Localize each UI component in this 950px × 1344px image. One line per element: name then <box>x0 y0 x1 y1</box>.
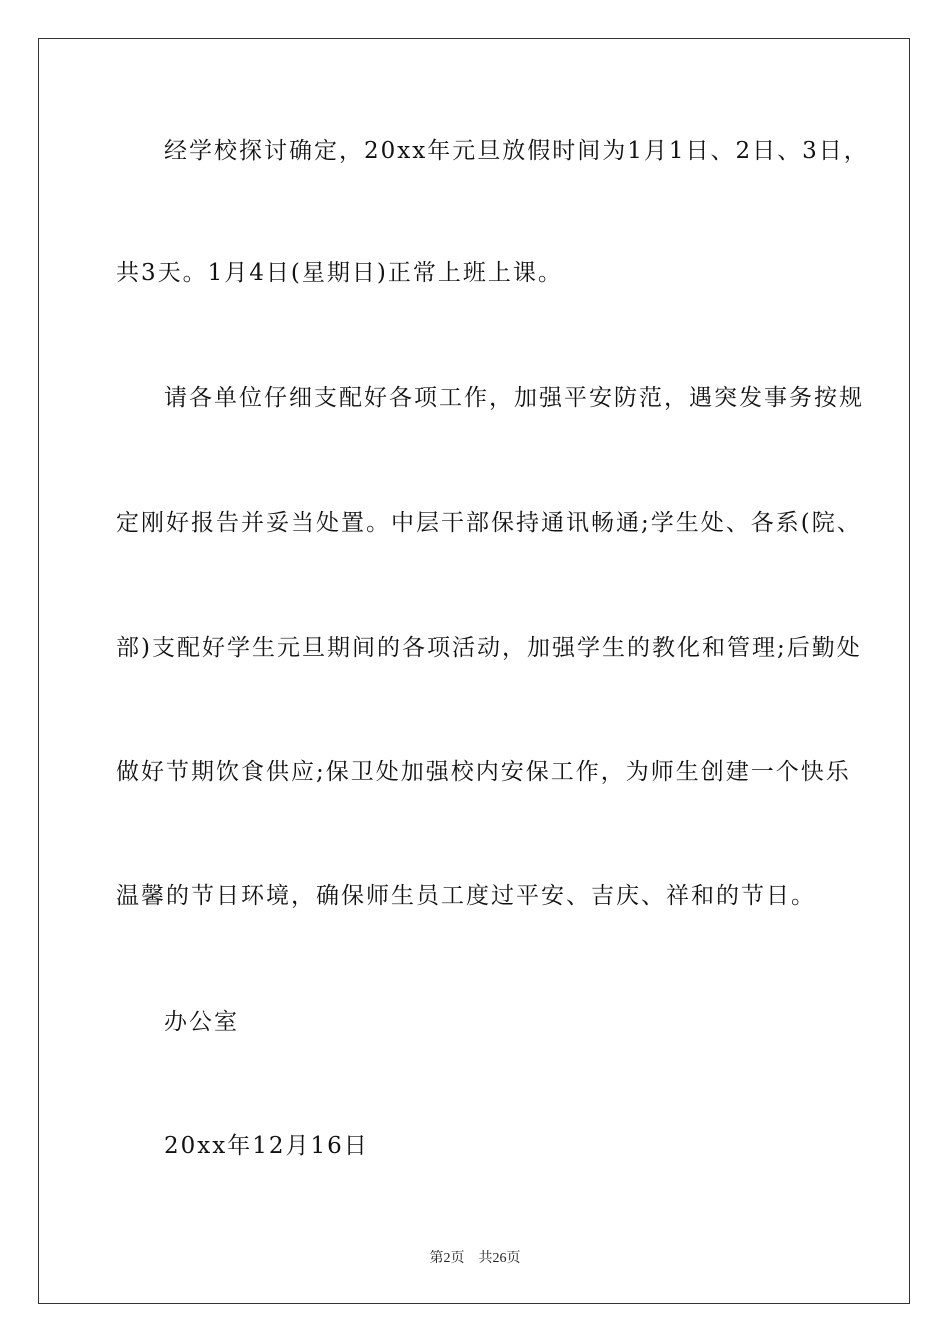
paragraph-2-line-4: 做好节期饮食供应;保卫处加强校内安保工作，为师生创建一个快乐 <box>116 759 851 785</box>
page-total: 共26页 <box>478 1251 521 1266</box>
signature-office: 办公室 <box>164 1009 239 1035</box>
paragraph-1-line-2: 共3天。1月4日(星期日)正常上班上课。 <box>116 260 563 286</box>
page-number: 第2页 <box>429 1251 465 1266</box>
paragraph-2-line-2: 定刚好报告并妥当处置。中层干部保持通讯畅通;学生处、各系(院、 <box>116 510 862 536</box>
page-border <box>38 38 910 1304</box>
signature-date: 20xx年12月16日 <box>164 1133 369 1159</box>
paragraph-2-line-1: 请各单位仔细支配好各项工作，加强平安防范，遇突发事务按规 <box>164 385 864 411</box>
paragraph-2-line-5: 温馨的节日环境，确保师生员工度过平安、吉庆、祥和的节日。 <box>116 883 816 909</box>
page-footer <box>0 1247 950 1267</box>
paragraph-1-line-1: 经学校探讨确定，20xx年元旦放假时间为1月1日、2日、3日， <box>164 138 869 164</box>
paragraph-2-line-3: 部)支配好学生元旦期间的各项活动，加强学生的教化和管理;后勤处 <box>116 635 862 661</box>
